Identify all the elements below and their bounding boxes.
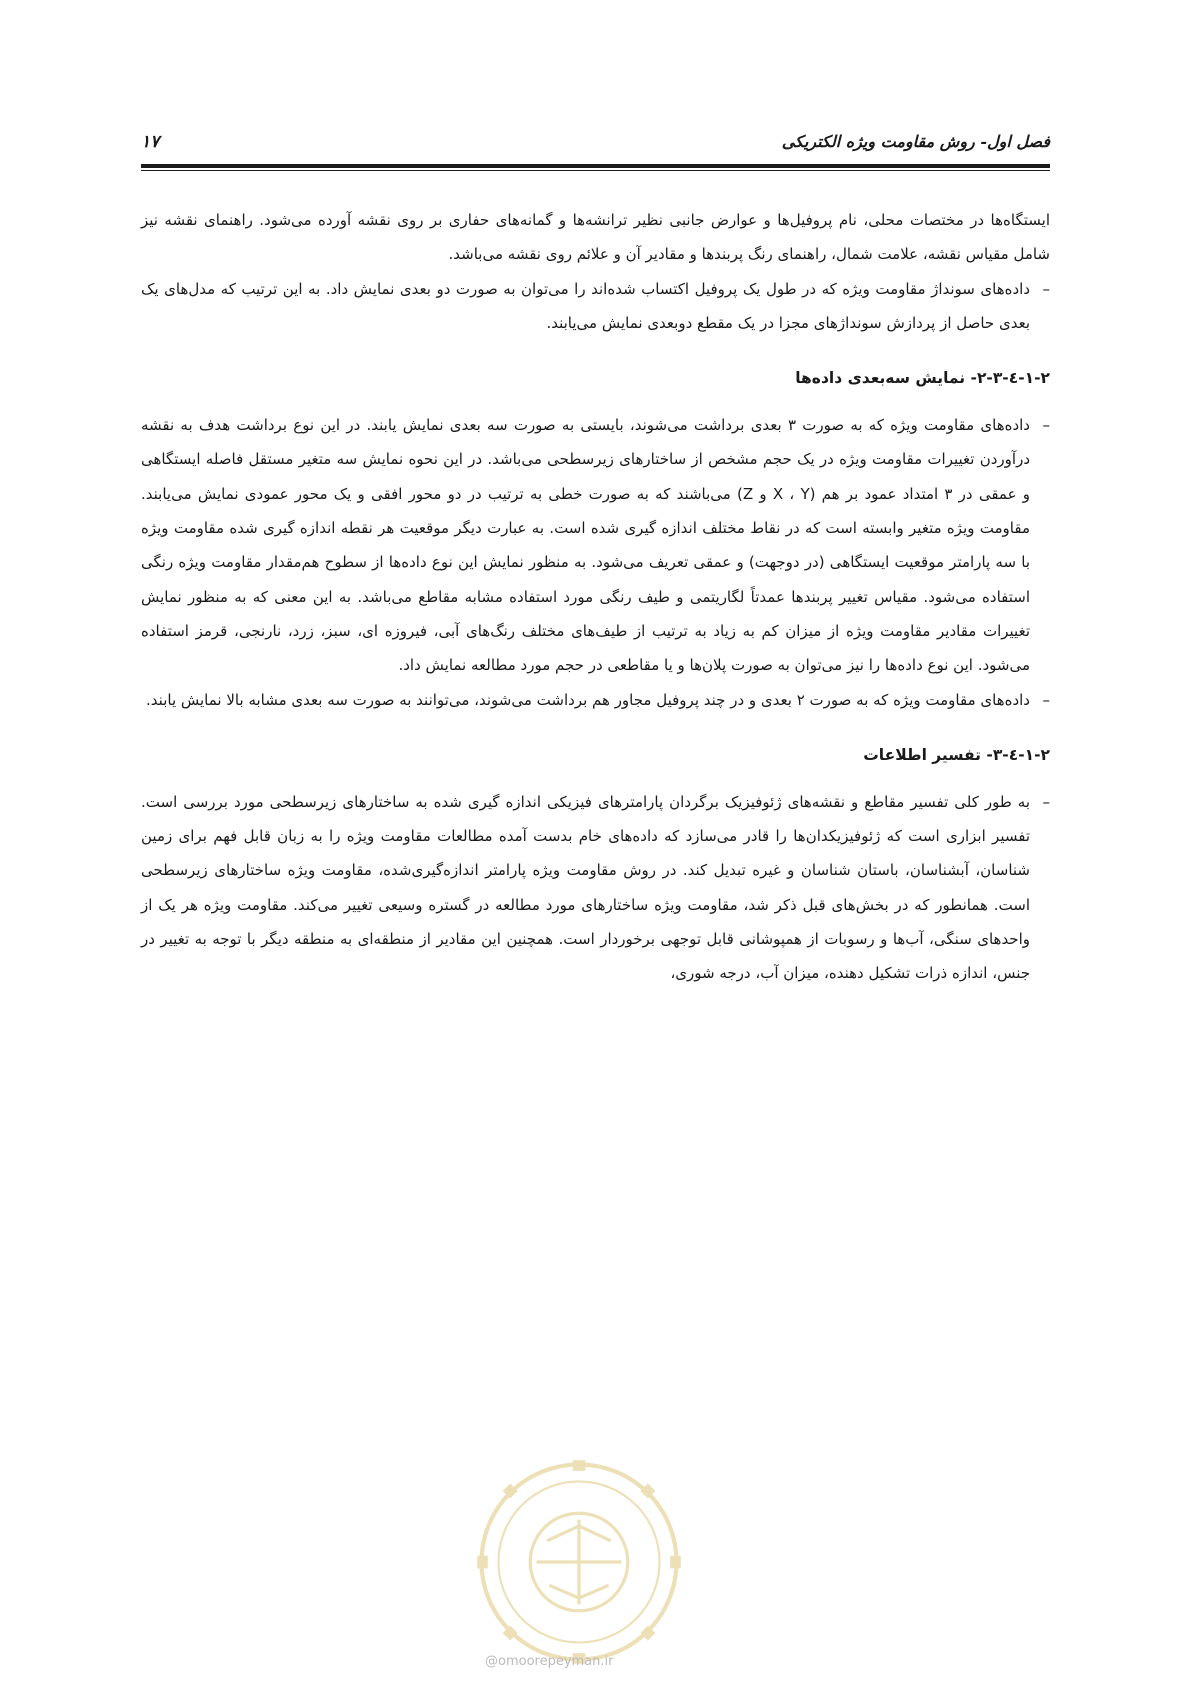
bullet-dash: – <box>1042 416 1050 435</box>
header-rule-thick <box>141 164 1050 168</box>
running-header <box>141 128 1050 156</box>
section-heading: ۱-۲-٤-۳- تفسیر اطلاعات <box>863 745 1050 764</box>
list-item <box>141 408 1050 682</box>
publisher-seal-watermark <box>473 1456 685 1668</box>
intro-paragraph: ایستگاه‌ها در مختصات محلی، نام پروفیل‌ها و عوارض جانبی نظیر ترانشه‌ها و گمانه‌های حفاری بر روی نقشه آورده می‌شود. راهنمای نقشه نیز شامل مقیاس نقشه، علامت شمال، راهنمای رنگ پربندها و مقادیر آن و علائم روی نقشه می‌باشد. <box>141 211 1050 264</box>
bullet-dash: – <box>1042 690 1050 709</box>
watermark-url: @omoorepeyman.ir <box>485 1654 614 1669</box>
page-number: ۱۷ <box>141 132 160 152</box>
list-item-text: داده‌های سونداژ مقاومت ویژه که در طول یک پروفیل اکتساب شده‌اند را می‌توان به صورت دو بعدی نمایش داد. به این ترتیب که مدل‌های یک بعدی حاصل از پردازش سونداژهای مجزا در یک مقطع دوبعدی نمایش می‌یابند. <box>141 279 1030 332</box>
body-text <box>141 203 1050 991</box>
bullet-dash: – <box>1042 279 1050 298</box>
list-item <box>141 785 1050 991</box>
list-item <box>141 683 1050 717</box>
chapter-title: فصل اول- روش مقاومت ویژه الکتریکی <box>781 132 1050 151</box>
list-item-text: داده‌های مقاومت ویژه که به صورت ۳ بعدی برداشت می‌شوند، بایستی به صورت سه بعدی نمایش یابند. در این نوع برداشت هدف به نقشه درآوردن تغییرات مقاومت ویژه در یک حجم مشخص از ساختارهای زیرسطحی می‌باشد. در این نحوه نمایش سه متغیر مستقل فاصله ایستگاهی و عمقی در ۳ امتداد عمود بر هم (X ، Y و Z) می‌باشند که به صورت خطی به ترتیب در دو محور افقی و یک محور عمودی نمایش می‌یابند. مقاومت ویژه متغیر وابسته است که در نقاط مختلف اندازه گیری شده است. به عبارت دیگر موقعیت هر نقطه اندازه گیری شده مقاومت ویژه با سه پارامتر موقعیت ایستگاهی (در دوجهت) و عمقی تعریف می‌شود. به منظور نمایش این نوع داده‌ها از سطوح هم‌مقدار مقاومت ویژه رنگی استفاده می‌شود. مقیاس تغییر پربندها عمدتاً لگاریتمی و طیف رنگی مورد استفاده مشابه مقاطع می‌باشد. به این معنی که به منظور نمایش تغییرات مقادیر مقاومت ویژه از میزان کم به زیاد به ترتیب از طیف‌های مختلف رنگ‌های آبی، فیروزه ای، سبز، زرد، نارنجی، قرمز استفاده می‌شود. این نوع داده‌ها را نیز می‌توان به صورت پلان‌ها و یا مقاطعی در حجم مورد مطالعه نمایش داد. <box>141 416 1031 675</box>
list-item <box>141 272 1050 341</box>
header-rule-thin <box>141 170 1050 171</box>
list-item-text: داده‌های مقاومت ویژه که به صورت ۲ بعدی و در چند پروفیل مجاور هم برداشت می‌شوند، می‌توانند به صورت سه بعدی مشابه بالا نمایش یابند. <box>146 690 1030 709</box>
section-heading: ۱-۲-٤-۲-۳- نمایش سه‌بعدی داده‌ها <box>795 369 1050 388</box>
list-item-text: به طور کلی تفسیر مقاطع و نقشه‌های ژئوفیزیک برگردان پارامترهای فیزیکی اندازه گیری شده به ساختارهای زیرسطحی مورد بررسی است. تفسیر ابزاری است که ژئوفیزیکدان‌ها را قادر می‌سازد که داده‌های خام بدست آمده مطالعات مقاومت ویژه را به زبان قابل فهم برای زمین شناسان، آبشناسان، باستان شناسان و غیره تبدیل کند. در روش مقاومت ویژه پارامتر اندازه‌گیری‌شده، مقاومت ویژه ساختارهای زیرسطحی است. همانطور که در بخش‌های قبل ذکر شد، مقاومت ویژه ساختارهای مورد مطالعه در گستره وسیعی تغییر می‌کند. مقاومت ویژه هر یک از واحدهای سنگی، آب‌ها و رسوبات از همپوشانی قابل توجهی برخوردار است. همچنین این مقادیر از منطقه‌ای به منطقه دیگر با توجه به تغییر در جنس، اندازه ذرات تشکیل دهنده، میزان آب، درجه شوری، <box>141 792 1030 983</box>
bullet-dash: – <box>1042 792 1050 811</box>
